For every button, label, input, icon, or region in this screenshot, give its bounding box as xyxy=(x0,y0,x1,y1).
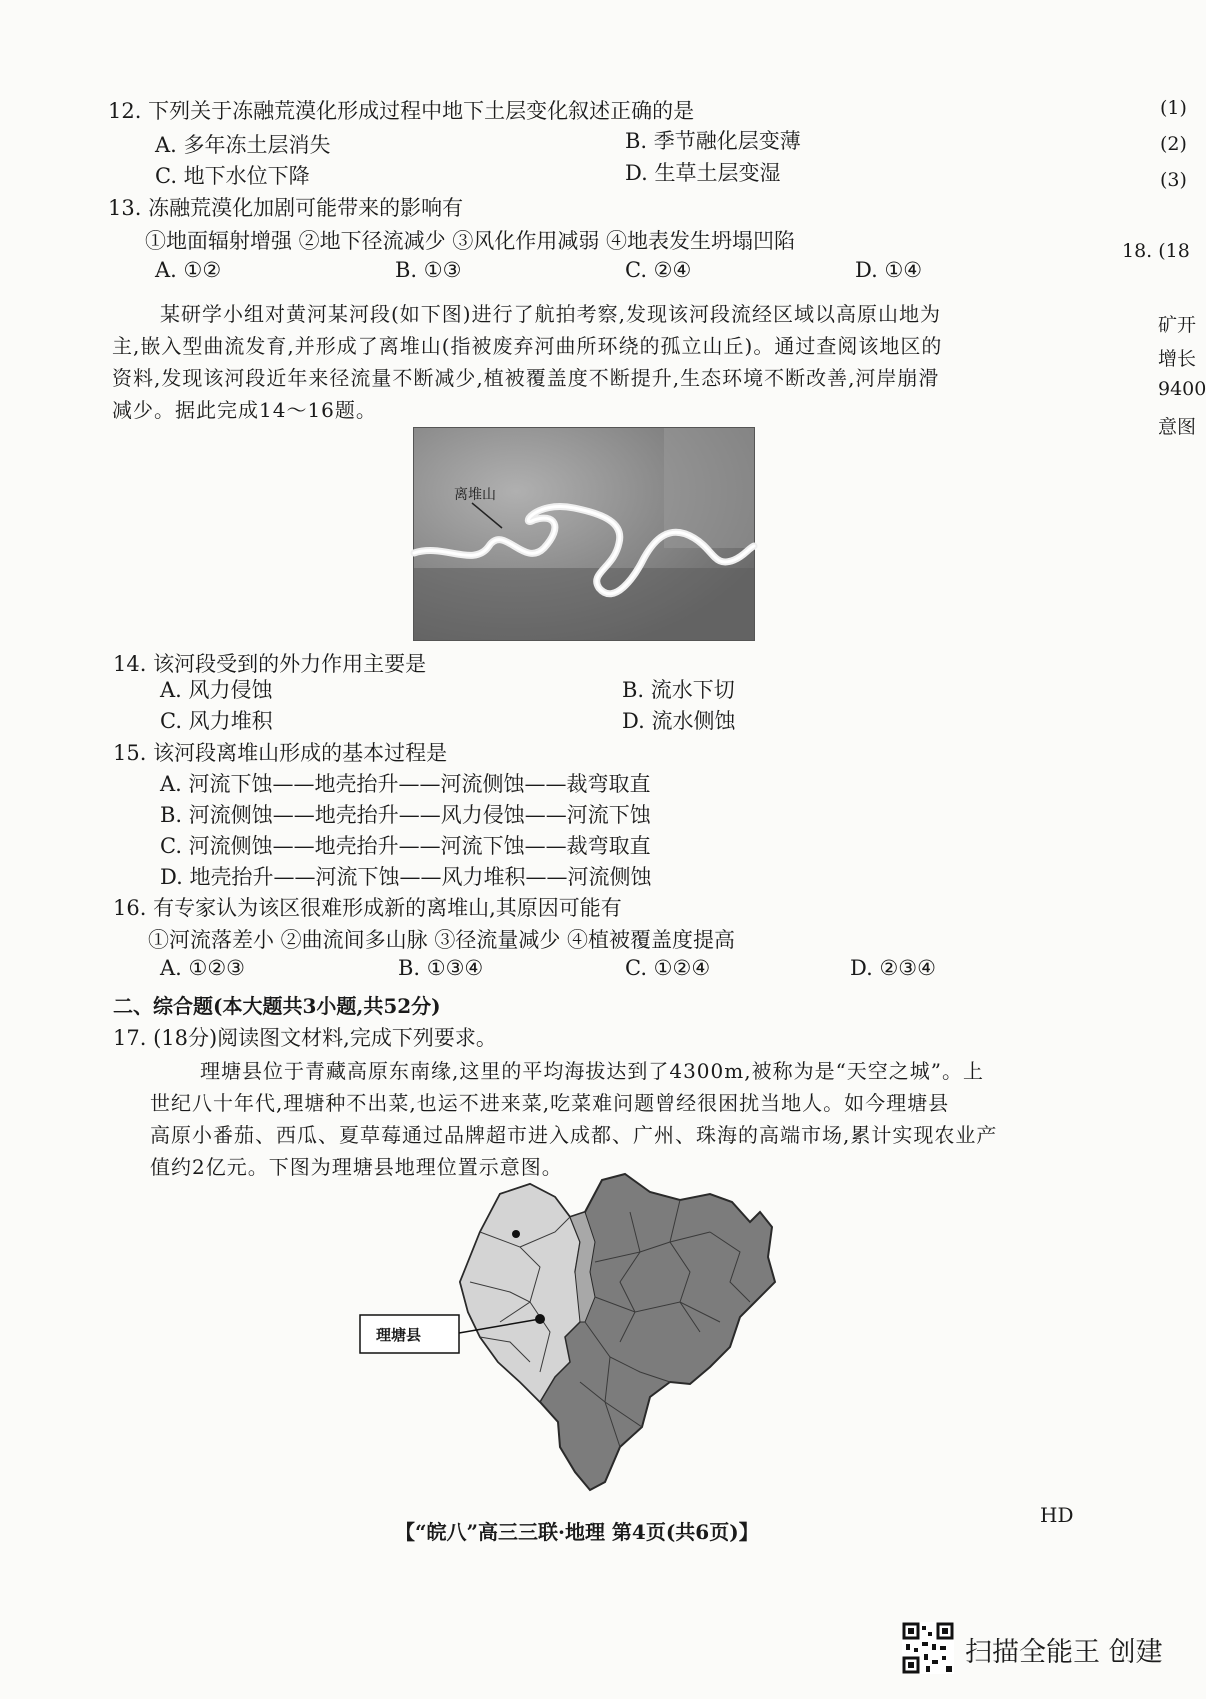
q15-option-c: C. 河流侧蚀——地壳抬升——河流下蚀——裁弯取直 xyxy=(160,834,651,858)
map-label-litang: 理塘县 xyxy=(376,1326,422,1344)
q16-items: ①河流落差小 ②曲流间多山脉 ③径流量减少 ④植被覆盖度提高 xyxy=(148,928,736,952)
q12-option-d: D. 生草土层变湿 xyxy=(625,161,781,185)
q15-option-d: D. 地壳抬升——河流下蚀——风力堆积——河流侧蚀 xyxy=(160,865,652,889)
passage1-line3: 资料,发现该河段近年来径流量不断减少,植被覆盖度不断提升,生态环境不断改善,河岸崩滑 xyxy=(112,366,940,390)
photo-label-lidui-mountain: 离堆山 xyxy=(454,487,496,503)
passage1-line4: 减少。据此完成14～16题。 xyxy=(112,398,377,422)
right-col-text-6: 增长 xyxy=(1158,348,1197,370)
page-footer: 【“皖八”高三三联·地理 第4页(共6页)】 xyxy=(395,1520,759,1544)
litang-location-map xyxy=(376,1172,840,1492)
footer-code: HD xyxy=(1040,1503,1074,1527)
q14-option-d: D. 流水侧蚀 xyxy=(622,709,736,733)
right-col-text-3: (3) xyxy=(1160,169,1187,191)
q17-line1: 理塘县位于青藏高原东南缘,这里的平均海拔达到了4300m,被称为是“天空之城”。上 xyxy=(200,1059,985,1083)
right-col-text-1: (1) xyxy=(1160,97,1187,119)
q16-option-a: A. ①②③ xyxy=(160,956,245,980)
q14-stem: 14. 该河段受到的外力作用主要是 xyxy=(113,652,427,676)
passage1-line1: 某研学小组对黄河某河段(如下图)进行了航拍考察,发现该河段流经区域以高原山地为 xyxy=(160,302,941,326)
q17-line3: 高原小番茄、西瓜、夏草莓通过品牌超市进入成都、广州、珠海的高端市场,累计实现农业产 xyxy=(150,1123,998,1147)
q17-stem: 17. (18分)阅读图文材料,完成下列要求。 xyxy=(113,1026,497,1050)
q14-option-a: A. 风力侵蚀 xyxy=(160,678,273,702)
q12-option-c: C. 地下水位下降 xyxy=(155,164,310,188)
aerial-photo-graphic xyxy=(414,428,754,640)
right-col-text-8: 意图 xyxy=(1158,416,1197,438)
right-col-text-4: 18. (18 xyxy=(1122,240,1190,262)
q16-stem: 16. 有专家认为该区很难形成新的离堆山,其原因可能有 xyxy=(113,896,622,920)
q16-option-b: B. ①③④ xyxy=(398,956,484,980)
q15-option-a: A. 河流下蚀——地壳抬升——河流侧蚀——裁弯取直 xyxy=(160,772,651,796)
aerial-photo xyxy=(413,427,755,641)
q16-option-c: C. ①②④ xyxy=(625,956,711,980)
q14-option-c: C. 风力堆积 xyxy=(160,709,273,733)
sichuan-map-graphic xyxy=(380,1172,840,1492)
right-col-text-2: (2) xyxy=(1160,133,1187,155)
scanner-watermark: 扫描全能王 创建 xyxy=(965,1637,1163,1668)
q17-line4: 值约2亿元。下图为理塘县地理位置示意图。 xyxy=(150,1155,563,1179)
passage1-line2: 主,嵌入型曲流发育,并形成了离堆山(指被废弃河曲所环绕的孤立山丘)。通过查阅该地区的 xyxy=(112,334,943,358)
q13-option-c: C. ②④ xyxy=(625,258,692,282)
q13-stem: 13. 冻融荒漠化加剧可能带来的影响有 xyxy=(108,196,464,220)
section2-heading: 二、综合题(本大题共3小题,共52分) xyxy=(113,994,441,1018)
q14-option-b: B. 流水下切 xyxy=(622,678,735,702)
q12-option-a: A. 多年冻土层消失 xyxy=(155,133,331,157)
q12-stem: 12. 下列关于冻融荒漠化形成过程中地下土层变化叙述正确的是 xyxy=(108,99,695,123)
q12-option-b: B. 季节融化层变薄 xyxy=(625,129,801,153)
q17-line2: 世纪八十年代,理塘种不出菜,也运不进来菜,吃菜难问题曾经很困扰当地人。如今理塘县 xyxy=(150,1091,950,1115)
q13-option-a: A. ①② xyxy=(155,258,222,282)
q15-option-b: B. 河流侧蚀——地壳抬升——风力侵蚀——河流下蚀 xyxy=(160,803,651,827)
q16-option-d: D. ②③④ xyxy=(850,956,936,980)
qr-code-icon xyxy=(902,1622,954,1674)
q13-option-b: B. ①③ xyxy=(395,258,462,282)
right-col-text-5: 矿开 xyxy=(1158,314,1197,336)
q13-option-d: D. ①④ xyxy=(855,258,923,282)
q13-items: ①地面辐射增强 ②地下径流减少 ③风化作用减弱 ④地表发生坍塌凹陷 xyxy=(145,229,796,253)
q15-stem: 15. 该河段离堆山形成的基本过程是 xyxy=(113,741,448,765)
right-col-text-7: 9400 xyxy=(1158,378,1206,400)
